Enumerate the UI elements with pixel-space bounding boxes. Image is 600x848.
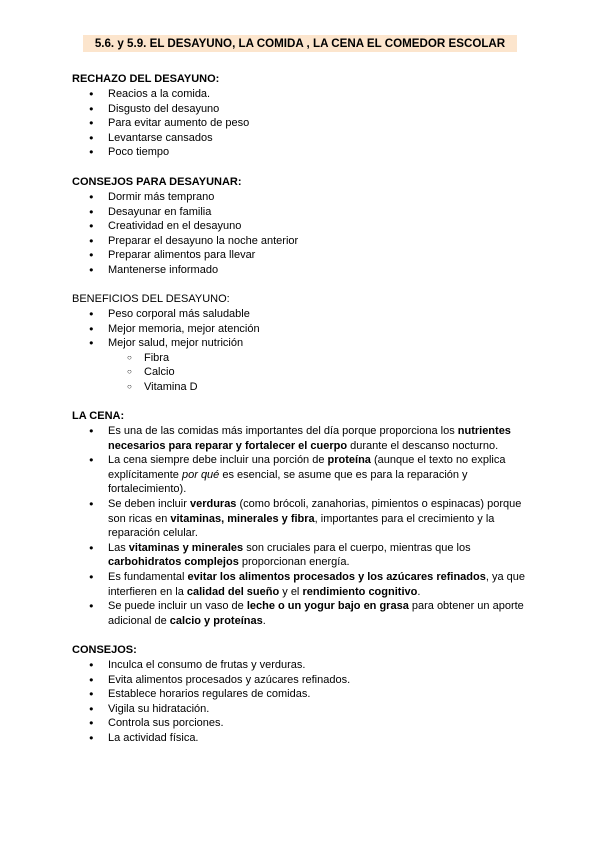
text-run: La cena siempre debe incluir una porción de	[108, 454, 328, 467]
text-run: Se deben incluir	[108, 497, 190, 510]
text-run: (aunque el texto no explica explícitamente	[108, 454, 506, 481]
list-item: ● Preparar alimentos para llevar	[72, 248, 532, 263]
bold-run: calidad del sueño	[186, 585, 280, 598]
sub-list-item: ○ Calcio	[72, 365, 532, 380]
list-beneficios	[72, 307, 532, 351]
heading-cena: LA CENA:	[72, 410, 125, 422]
list-item	[72, 541, 532, 570]
section-beneficios	[72, 292, 532, 395]
list-item	[72, 424, 532, 453]
list-item: ● Mantenerse informado	[72, 263, 532, 278]
bold-run: vitaminas, minerales y fibra	[170, 512, 315, 525]
list-item	[72, 599, 532, 628]
list-item: ● La actividad física.	[72, 731, 532, 746]
bold-run: rendimiento cognitivo	[302, 585, 418, 598]
text-run: Es una de las comidas más importantes del día porque proporciona los	[108, 425, 458, 437]
heading-beneficios: BENEFICIOS DEL DESAYUNO:	[72, 293, 230, 305]
page-title: 5.6. y 5.9. EL DESAYUNO, LA COMIDA , LA CENA EL COMEDOR ESCOLAR	[83, 35, 517, 52]
text-run: para obtener un aporte adicional de	[108, 600, 524, 627]
text-run: es esencial, se asume que es para la reparación y fortalecimiento).	[108, 468, 468, 496]
list-item: ● Evita alimentos procesados y azúcares refinados.	[72, 673, 532, 688]
list-item	[72, 570, 532, 599]
list-item: ● Inculca el consumo de frutas y verduras.	[72, 658, 532, 673]
text-run: .	[262, 614, 266, 627]
bold-run: carbohidratos complejos	[108, 556, 239, 569]
text-run: y el	[279, 585, 303, 598]
list-item: ● Desayunar en familia	[72, 205, 532, 220]
list-item: ● Controla sus porciones.	[72, 716, 532, 731]
bold-run: nutrientes necesarios para reparar y fortalecer el cuerpo	[108, 425, 511, 452]
list-item: ● Para evitar aumento de peso	[72, 116, 532, 131]
heading-consejos: CONSEJOS:	[72, 644, 137, 656]
bold-run: vitaminas y minerales	[128, 541, 244, 554]
bold-run: proteína	[327, 454, 371, 467]
bold-run: verduras	[189, 497, 237, 510]
list-consejos-desayunar	[72, 190, 532, 278]
sub-list-item: ○ Fibra	[72, 351, 532, 366]
sublist-beneficios	[72, 351, 532, 395]
section-consejos	[72, 643, 532, 746]
text-run: Se puede incluir un vaso de	[108, 600, 247, 613]
text-run: , importantes para el crecimiento y la reparación celular.	[108, 512, 495, 540]
list-rechazo	[72, 87, 532, 160]
heading-rechazo: RECHAZO DEL DESAYUNO:	[72, 73, 220, 85]
text-run: (como brócoli, zanahorias, pimientos o espinacas) porque son ricas en	[108, 497, 522, 525]
list-item: ● Creatividad en el desayuno	[72, 219, 532, 234]
list-consejos	[72, 658, 532, 746]
sub-list-item: ○ Vitamina D	[72, 380, 532, 395]
section-cena	[72, 409, 532, 628]
list-item: ● Mejor salud, mejor nutrición	[72, 336, 532, 351]
text-run: Las	[108, 541, 129, 554]
list-item: ● Peso corporal más saludable	[72, 307, 532, 322]
bold-run: evitar los alimentos procesados y los azúcares refinados	[187, 570, 486, 583]
list-item: ● Poco tiempo	[72, 145, 532, 160]
list-item: ● Mejor memoria, mejor atención	[72, 322, 532, 337]
list-item	[72, 497, 532, 541]
list-item: ● Dormir más temprano	[72, 190, 532, 205]
list-item: ● Reacios a la comida.	[72, 87, 532, 102]
list-cena	[72, 424, 532, 628]
list-item: ● Vigila su hidratación.	[72, 702, 532, 717]
list-item	[72, 453, 532, 497]
section-rechazo	[72, 72, 532, 160]
text-run: durante el descanso nocturno.	[347, 439, 499, 452]
bold-run: leche o un yogur bajo en grasa	[246, 600, 409, 613]
bold-run: calcio y proteínas	[169, 614, 263, 627]
list-item: ● Levantarse cansados	[72, 131, 532, 146]
list-item: ● Preparar el desayuno la noche anterior	[72, 234, 532, 249]
text-run: , ya que interfieren en la	[108, 570, 525, 598]
section-consejos-desayunar	[72, 175, 532, 278]
heading-consejos-desayunar: CONSEJOS PARA DESAYUNAR:	[72, 176, 242, 188]
text-run: proporcionan energía.	[238, 556, 350, 569]
text-run: Es fundamental	[108, 570, 188, 583]
text-run: son cruciales para el cuerpo, mientras que los	[243, 541, 471, 554]
list-item: ● Disgusto del desayuno	[72, 102, 532, 117]
list-item: ● Establece horarios regulares de comidas.	[72, 687, 532, 702]
text-run: .	[417, 585, 421, 598]
italic-run: por qué	[181, 468, 220, 481]
